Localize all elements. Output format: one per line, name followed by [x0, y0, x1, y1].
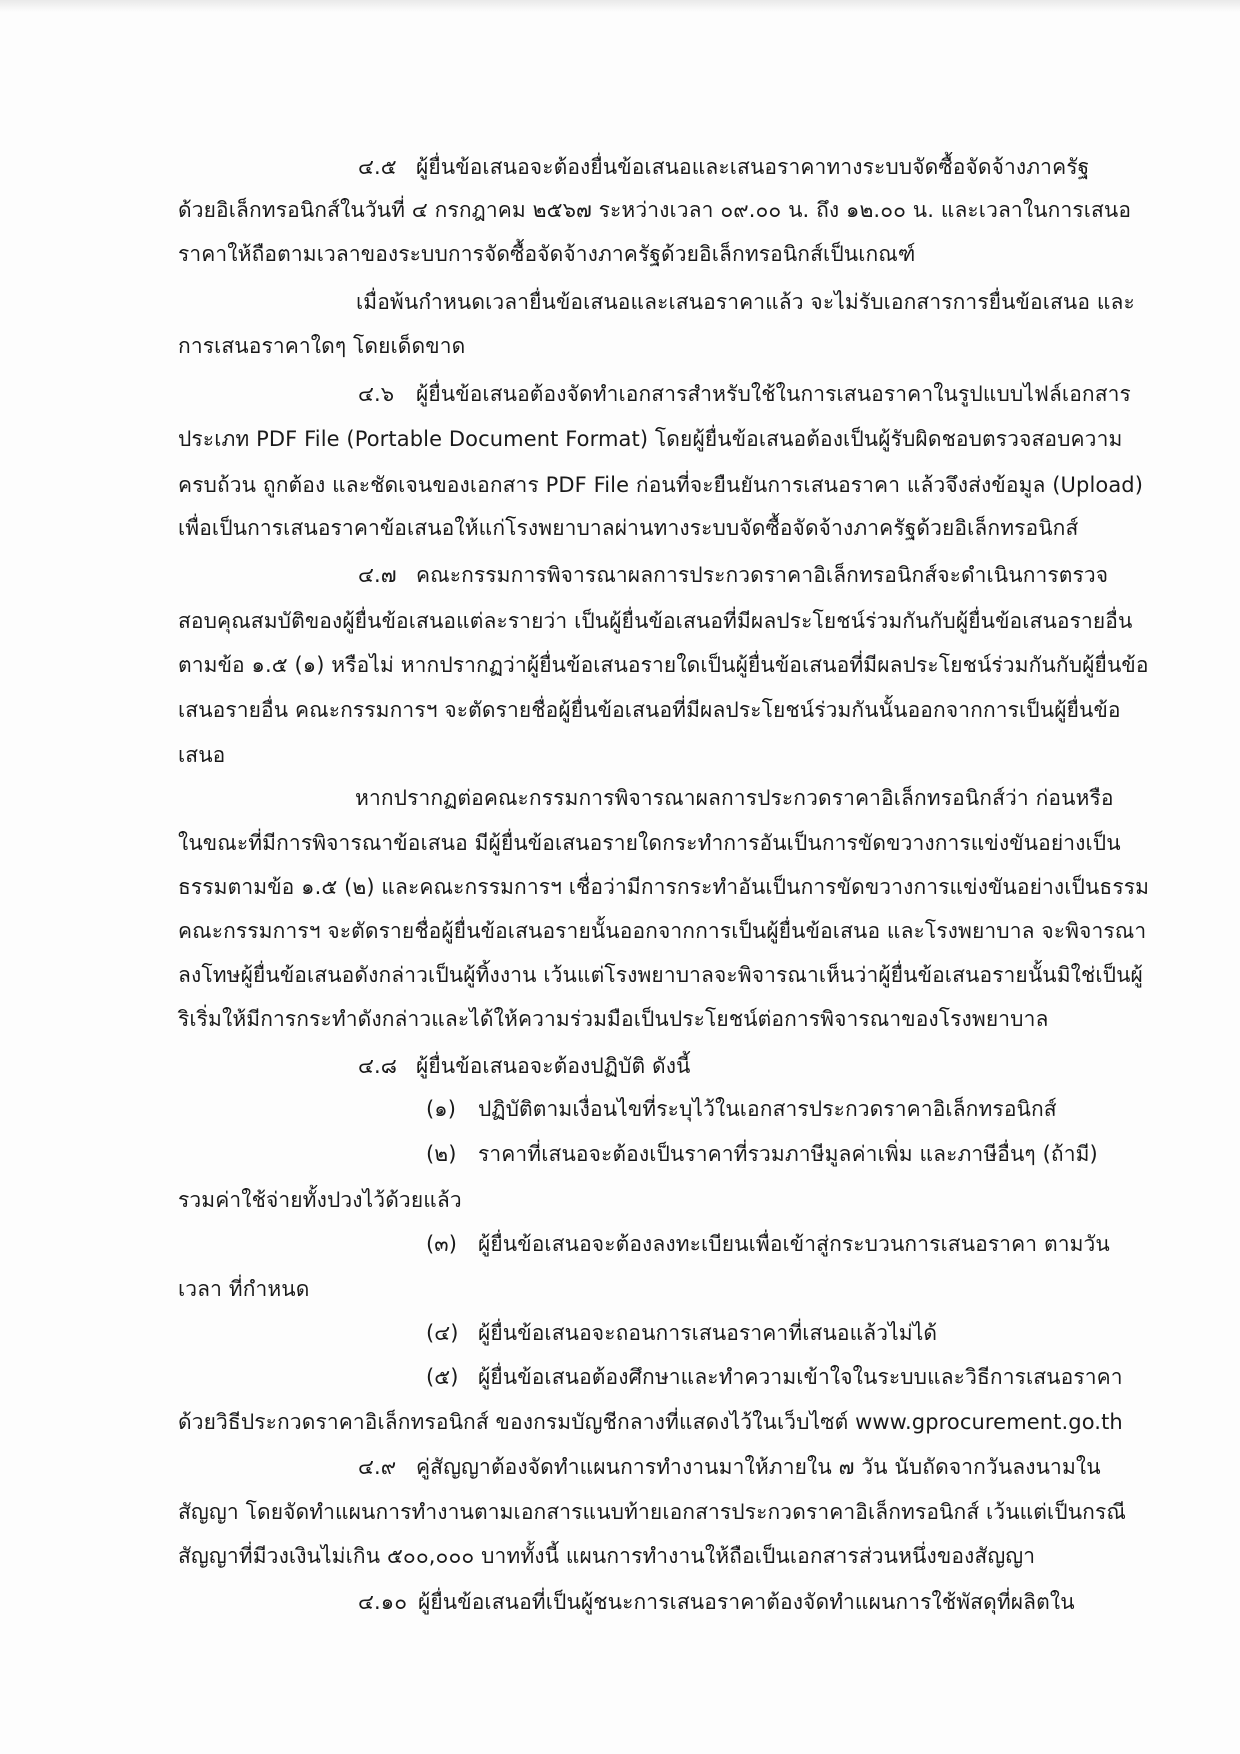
clause-4-9-line-3: สัญญาที่มีวงเงินไม่เกิน ๕๐๐,๐๐๐ บาททั้งนี้ แผนการทำงานให้ถือเป็นเอกสารส่วนหนึ่งของสัญญา [178, 1544, 1036, 1568]
clause-4-8-sub-3 [426, 1229, 1110, 1259]
clause-4-7-line-10: ลงโทษผู้ยื่นข้อเสนอดังกล่าวเป็นผู้ทิ้งงาน เว้นแต่โรงพยาบาลจะพิจารณาเห็นว่าผู้ยื่นข้อเสนอรายนั้นมิใช่เป็นผู้ [178, 963, 1143, 987]
clause-4-5-line-2: ด้วยอิเล็กทรอนิกส์ในวันที่ ๔ กรกฎาคม ๒๕๖๗ ระหว่างเวลา ๐๙.๐๐ น. ถึง ๑๒.๐๐ น. และเวลาในการเสนอ [178, 198, 1132, 222]
clause-4-8-line-1 [358, 1051, 691, 1081]
clause-text: ผู้ยื่นข้อเสนอต้องจัดทำเอกสารสำหรับใช้ในการเสนอราคาในรูปแบบไฟล์เอกสาร [416, 382, 1131, 406]
clause-text: ผู้ยื่นข้อเสนอจะต้องยื่นข้อเสนอและเสนอราคาทางระบบจัดซื้อจัดจ้างภาครัฐ [416, 155, 1090, 179]
clause-4-7-line-3: ตามข้อ ๑.๕ (๑) หรือไม่ หากปรากฏว่าผู้ยื่นข้อเสนอรายใดเป็นผู้ยื่นข้อเสนอที่มีผลประโยชน์ร่วมกันกับผู้ยื่นข้อ [178, 653, 1149, 677]
clause-text: คณะกรรมการพิจารณาผลการประกวดราคาอิเล็กทรอนิกส์จะดำเนินการตรวจ [416, 563, 1109, 587]
clause-number: ๔.๑๐ [358, 1590, 408, 1614]
clause-4-10-line-1 [358, 1587, 1075, 1617]
clause-4-7-line-6: หากปรากฏต่อคณะกรรมการพิจารณาผลการประกวดราคาอิเล็กทรอนิกส์ว่า ก่อนหรือ [355, 786, 1114, 810]
clause-4-5-line-5: การเสนอราคาใดๆ โดยเด็ดขาด [178, 334, 466, 358]
sub-clause-text: ผู้ยื่นข้อเสนอจะถอนการเสนอราคาที่เสนอแล้วไม่ได้ [478, 1321, 938, 1345]
clause-4-8-sub-3-cont: เวลา ที่กำหนด [178, 1277, 310, 1301]
sub-clause-text: ราคาที่เสนอจะต้องเป็นราคาที่รวมภาษีมูลค่าเพิ่ม และภาษีอื่นๆ (ถ้ามี) [478, 1142, 1098, 1166]
clause-text: คู่สัญญาต้องจัดทำแผนการทำงานมาให้ภายใน ๗ วัน นับถัดจากวันลงนามใน [416, 1455, 1101, 1479]
clause-4-8-sub-1 [426, 1094, 1057, 1124]
clause-4-5-line-1 [358, 152, 1089, 182]
sub-clause-number: (๒) [426, 1142, 457, 1166]
clause-number: ๔.๘ [358, 1054, 398, 1078]
sub-clause-number: (๕) [426, 1365, 459, 1389]
clause-4-7-line-11: ริเริ่มให้มีการกระทำดังกล่าวและได้ให้ความร่วมมือเป็นประโยชน์ต่อการพิจารณาของโรงพยาบาล [178, 1007, 1049, 1031]
sub-clause-number: (๓) [426, 1232, 458, 1256]
clause-number: ๔.๖ [358, 382, 395, 406]
scan-edge-shadow [0, 0, 1240, 12]
clause-text: ผู้ยื่นข้อเสนอจะต้องปฏิบัติ ดังนี้ [416, 1054, 691, 1078]
sub-clause-number: (๑) [426, 1097, 457, 1121]
clause-4-8-sub-2 [426, 1139, 1098, 1169]
sub-clause-text: ปฏิบัติตามเงื่อนไขที่ระบุไว้ในเอกสารประกวดราคาอิเล็กทรอนิกส์ [478, 1097, 1057, 1121]
clause-number: ๔.๕ [358, 155, 397, 179]
sub-clause-text: ผู้ยื่นข้อเสนอจะต้องลงทะเบียนเพื่อเข้าสู่กระบวนการเสนอราคา ตามวัน [478, 1232, 1110, 1256]
clause-4-6-line-1 [358, 379, 1131, 409]
clause-4-7-line-4: เสนอรายอื่น คณะกรรมการฯ จะตัดรายชื่อผู้ยื่นข้อเสนอที่มีผลประโยชน์ร่วมกันนั้นออกจากการเป็นผู้ยื่นข้อ [178, 698, 1121, 722]
clause-text: ผู้ยื่นข้อเสนอที่เป็นผู้ชนะการเสนอราคาต้องจัดทำแผนการใช้พัสดุที่ผลิตใน [418, 1590, 1075, 1614]
clause-4-6-line-4: เพื่อเป็นการเสนอราคาข้อเสนอให้แก่โรงพยาบาลผ่านทางระบบจัดซื้อจัดจ้างภาครัฐด้วยอิเล็กทรอนิกส์ [178, 516, 1079, 540]
clause-number: ๔.๗ [358, 563, 397, 587]
clause-number: ๔.๙ [358, 1455, 397, 1479]
clause-4-6-line-3: ครบถ้วน ถูกต้อง และชัดเจนของเอกสาร PDF File ก่อนที่จะยืนยันการเสนอราคา แล้วจึงส่งข้อมูล (Upload) [178, 473, 1144, 497]
sub-clause-number: (๔) [426, 1321, 459, 1345]
clause-4-5-line-3: ราคาให้ถือตามเวลาของระบบการจัดซื้อจัดจ้างภาครัฐด้วยอิเล็กทรอนิกส์เป็นเกณฑ์ [178, 242, 916, 266]
clause-4-7-line-2: สอบคุณสมบัติของผู้ยื่นข้อเสนอแต่ละรายว่า เป็นผู้ยื่นข้อเสนอที่มีผลประโยชน์ร่วมกันกับผู้ยื่นข้อเสนอรายอื่น [178, 609, 1133, 633]
clause-4-7-line-8: ธรรมตามข้อ ๑.๕ (๒) และคณะกรรมการฯ เชื่อว่ามีการกระทำอันเป็นการขัดขวางการแข่งขันอย่างเป็นธรรม [178, 875, 1150, 899]
clause-4-8-sub-5-cont: ด้วยวิธีประกวดราคาอิเล็กทรอนิกส์ ของกรมบัญชีกลางที่แสดงไว้ในเว็บไซต์ www.gprocurement.go.th [178, 1410, 1123, 1434]
clause-4-7-line-9: คณะกรรมการฯ จะตัดรายชื่อผู้ยื่นข้อเสนอรายนั้นออกจากการเป็นผู้ยื่นข้อเสนอ และโรงพยาบาล จะพิจารณา [178, 919, 1147, 943]
clause-4-9-line-1 [358, 1452, 1101, 1482]
clause-4-8-sub-4 [426, 1318, 937, 1348]
clause-4-8-sub-2-cont: รวมค่าใช้จ่ายทั้งปวงไว้ด้วยแล้ว [178, 1188, 462, 1212]
sub-clause-text: ผู้ยื่นข้อเสนอต้องศึกษาและทำความเข้าใจในระบบและวิธีการเสนอราคา [478, 1365, 1123, 1389]
clause-4-6-line-2: ประเภท PDF File (Portable Document Format) โดยผู้ยื่นข้อเสนอต้องเป็นผู้รับผิดชอบตรวจสอบความ [178, 427, 1123, 451]
clause-4-7-line-1 [358, 560, 1108, 590]
clause-4-8-sub-5 [426, 1362, 1123, 1392]
clause-4-7-line-5: เสนอ [178, 743, 226, 767]
clause-4-9-line-2: สัญญา โดยจัดทำแผนการทำงานตามเอกสารแนบท้ายเอกสารประกวดราคาอิเล็กทรอนิกส์ เว้นแต่เป็นกรณี [178, 1500, 1126, 1524]
clause-4-7-line-7: ในขณะที่มีการพิจารณาข้อเสนอ มีผู้ยื่นข้อเสนอรายใดกระทำการอันเป็นการขัดขวางการแข่งขันอย่างเป็น [178, 831, 1121, 855]
clause-4-5-line-4: เมื่อพ้นกำหนดเวลายื่นข้อเสนอและเสนอราคาแล้ว จะไม่รับเอกสารการยื่นข้อเสนอ และ [356, 290, 1135, 314]
